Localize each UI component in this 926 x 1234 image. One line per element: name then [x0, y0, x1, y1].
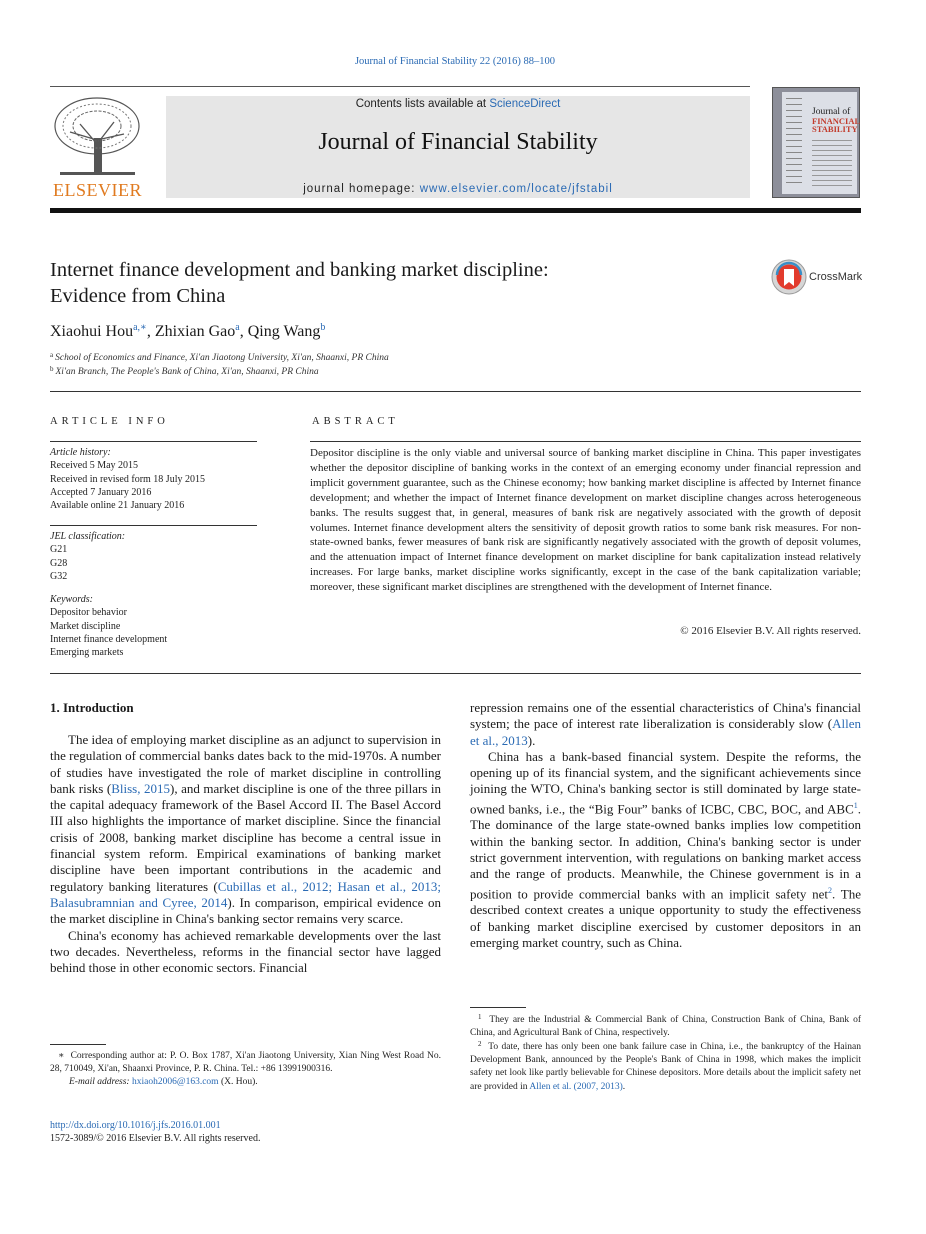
corresponding-author-text: [50, 1050, 441, 1076]
journal-name: Journal of Financial Stability: [318, 129, 598, 155]
article-history: [50, 446, 257, 512]
article-identifiers: [50, 1119, 260, 1145]
author-3-affil[interactable]: b: [320, 322, 326, 333]
abstract-divider: [50, 673, 861, 674]
affiliation-a: [50, 351, 389, 363]
history-item: Available online 21 January 2016: [50, 500, 185, 512]
footnote-1: [470, 1011, 861, 1040]
header-thick-rule: [50, 208, 861, 213]
cover-title-line1: Journal of: [812, 107, 851, 117]
paragraph: [470, 700, 861, 749]
citation-link[interactable]: Cubillas et al., 2012; Hasan et al., 2013; Balasubramnian and Cyree, 2014: [50, 878, 442, 910]
jel-classification: [50, 530, 257, 583]
history-item: Received 5 May 2015: [50, 460, 139, 472]
abstract-copyright: © 2016 Elsevier B.V. All rights reserved.: [680, 625, 861, 637]
email-suffix: (X. Hou).: [218, 1077, 258, 1088]
footnote-rule-right: [470, 1007, 526, 1008]
affiliation-a-mark: a: [50, 351, 54, 359]
keyword: Emerging markets: [50, 647, 124, 659]
footnote-2: [470, 1038, 861, 1094]
crossmark-icon[interactable]: [771, 259, 807, 295]
header-top-rule: [50, 86, 750, 87]
keyword: Market discipline: [50, 620, 121, 632]
paper-title-line1: Internet finance development and banking market discipline:: [50, 259, 549, 281]
article-info-rule-2: [50, 525, 257, 526]
author-3: , Qing Wang: [239, 323, 321, 340]
affiliation-a-text: School of Economics and Finance, Xi'an Jiaotong University, Xi'an, Shaanxi, PR China: [55, 353, 389, 363]
text-run: ), and market discipline is one of the three pillars in the capital adequacy framework of the Basel Accord II. The Basel Accord III also highlights the importance of market discipline. Since the financial crisis of 2008, banking market discipline has become a central issue in financial system reform. Empirical examinations of banking market discipline have been important contributions in the academic and regulatory banking literatures (: [50, 780, 441, 894]
jel-code: G28: [50, 557, 68, 569]
cover-title-line3: STABILITY: [812, 124, 858, 134]
homepage-link[interactable]: www.elsevier.com/locate/jfstabil: [419, 183, 613, 195]
abstract-text: Depositor discipline is the only viable and universal source of banking market discipline in China. This paper investigates whether the depositor discipline of banking works in the context of an emerging economy under financial repression and implicit government guarantee, such as the Chinese economy; how banking market discipline is affected by Internet finance development; and whether the impact of Internet finance development on market discipline changes across heterogeneous banks. The results suggest that, in general, measures of bank risk are negatively associated with the growth of deposit volumes. Internet finance development alters the sensitivity of deposit growth ratios to some bank risk measures. For non-state-owned banks, fewer measures of bank risk are significantly negatively associated with the growth of deposit volumes, and the attenuation impact of Internet finance development on market discipline for bank capitalization instead relatively increases. For large banks, market discipline works significantly, except in the case of the bank capitalization variable; moreover, these significant market disciplines are strengthened with the development of Internet finance.: [310, 447, 861, 594]
cover-contents-lines: [812, 140, 852, 186]
citation-link[interactable]: Allen et al., 2013: [470, 716, 861, 748]
corresponding-author-footnote: [50, 1050, 441, 1090]
jel-code: G32: [50, 570, 68, 582]
email-line: [50, 1076, 441, 1089]
abstract-rule: [310, 441, 861, 442]
journal-cover-image: [772, 87, 860, 198]
history-item: Received in revised form 18 July 2015: [50, 473, 205, 485]
sciencedirect-link[interactable]: ScienceDirect: [489, 98, 561, 110]
doi-link[interactable]: http://dx.doi.org/10.1016/j.jfs.2016.01.001: [50, 1120, 221, 1131]
contents-prefix: Contents lists available at: [355, 98, 490, 110]
paragraph: [470, 749, 861, 951]
jel-label: JEL classification:: [50, 531, 126, 542]
footnote-2-mark: 2: [478, 1040, 482, 1048]
footnote-ref-2[interactable]: 2: [828, 885, 832, 895]
body-column-right: [470, 700, 861, 951]
journal-reference[interactable]: Journal of Financial Stability 22 (2016) 88–100: [354, 56, 556, 67]
cover-text-lines: [786, 98, 802, 186]
publisher-name: ELSEVIER: [53, 180, 142, 200]
text-run: . The dominance of the large state-owned banks implies low competition within the banking sector. In addition, China's banking sector is under strict government intervention, with regulations on banking market access and the range of products. Meanwhile, the Chinese government is in a position to provide commercial banks with an implicit safety net: [470, 801, 861, 901]
author-list: [50, 322, 325, 341]
text-run: . The described context creates a unique opportunity to study the effectiveness of banking market discipline exercised by customer depositors in an emerging market country, such as China.: [470, 885, 861, 950]
citation-link[interactable]: Bliss, 2015: [111, 780, 171, 796]
affiliation-b-text: Xi'an Branch, The People's Bank of China, Xi'an, Shaanxi, PR China: [55, 367, 319, 377]
section-heading-introduction: 1. Introduction: [50, 700, 134, 715]
body-column-left: [50, 732, 441, 976]
footnote-1-body: They are the Industrial & Commercial Bank of China, Construction Bank of China, Bank of China, and Agricultural Bank of China, respectively.: [470, 1015, 861, 1039]
crossmark-label[interactable]: CrossMark: [809, 271, 863, 283]
citation-link[interactable]: Allen et al. (2007, 2013): [529, 1081, 623, 1092]
abstract-heading: ABSTRACT: [312, 416, 399, 427]
text-run: China has a bank-based financial system. Despite the reforms, the opening up of its financial system, and the significant achievements since joining the WTO, China's banking sector is still dominated by large state-owned banks, i.e., the “Big Four” banks of ICBC, CBC, BOC, and ABC: [470, 748, 861, 817]
history-label: Article history:: [50, 447, 111, 458]
text-run: repression remains one of the essential characteristics of China's financial system; the pace of interest rate liberalization is considerably slow (: [470, 700, 861, 732]
corr-text: Corresponding author at: P. O. Box 1787, Xi'an Jiaotong University, Xian Ning West Road No. 28, 710049, Xi'an, Shaanxi Province, P. R. China. Tel.: +86 13991900316.: [50, 1051, 441, 1075]
footnote-rule-left: [50, 1044, 106, 1045]
history-item: Accepted 7 January 2016: [50, 486, 152, 498]
cover-title-line2: FINANCIAL: [812, 115, 861, 126]
homepage-prefix: journal homepage:: [303, 183, 420, 195]
footnote-2-body: To date, there has only been one bank failure case in China, i.e., the bankruptcy of the Hainan Development Bank, announced by the People's Bank of China in 1998, which makes the implicit safety net look like partly believable for Chinese depositors. More details about the implicit safety net are provided in: [470, 1042, 861, 1092]
footnote-1-text: [470, 1011, 861, 1040]
article-info-rule-1: [50, 441, 257, 442]
text-run: ).: [527, 732, 536, 748]
footnote-ref-1[interactable]: 1: [853, 800, 858, 810]
keyword: Depositor behavior: [50, 607, 127, 619]
text-run: ). In comparison, empirical evidence on the market discipline in China's banking sector remains very scarce.: [50, 894, 441, 927]
paragraph: China's economy has achieved remarkable developments over the last two decades. Nevertheless, reforms in the financial sector have lagged behind those in other economic sectors. Financial: [50, 927, 441, 976]
paper-title: [50, 257, 730, 309]
contents-line: [166, 98, 750, 110]
title-divider: [50, 391, 861, 392]
affiliation-b: [50, 365, 319, 377]
author-2-affil[interactable]: a: [235, 322, 240, 333]
affiliation-b-mark: b: [50, 365, 54, 373]
email-label: E-mail address:: [69, 1077, 132, 1088]
paper-title-line2: Evidence from China: [50, 285, 226, 307]
text-run: The idea of employing market discipline as an adjunct to supervision in the regulation of commercial banks dates back to the mid-1970s. A number of studies have investigated the role of market discipline in controlling bank risks (: [50, 732, 441, 796]
issn-line: 1572-3089/© 2016 Elsevier B.V. All rights reserved.: [50, 1133, 261, 1145]
cover-title: [812, 108, 860, 134]
article-info-heading: ARTICLE INFO: [50, 416, 169, 427]
journal-homepage: [166, 183, 750, 195]
cover-inner: [782, 92, 861, 194]
corr-mark: ∗: [58, 1051, 65, 1061]
author-1-affil[interactable]: a,∗: [133, 322, 147, 333]
keywords-label: Keywords:: [50, 594, 93, 605]
footnote-2-end: .: [622, 1081, 626, 1092]
keywords: [50, 593, 257, 659]
footnote-2-text: [470, 1038, 861, 1094]
footnote-1-mark: 1: [478, 1013, 482, 1021]
author-2: , Zhixian Gao: [146, 323, 236, 340]
paragraph: [50, 732, 441, 928]
jel-code: G21: [50, 544, 68, 556]
author-1: Xiaohui Hou: [50, 323, 134, 340]
keyword: Internet finance development: [50, 633, 168, 645]
email-link[interactable]: hxiaoh2006@163.com: [131, 1077, 219, 1088]
